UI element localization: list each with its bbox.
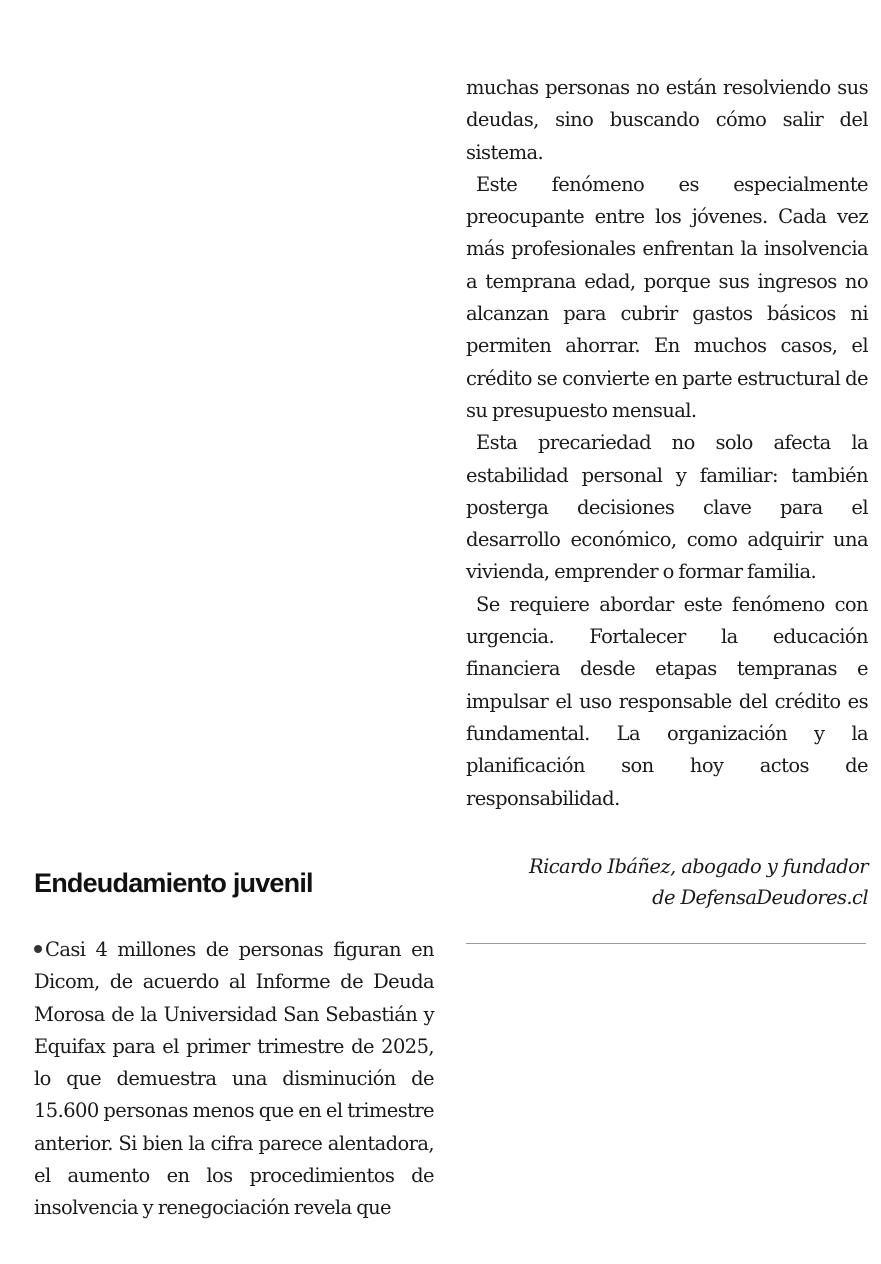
letter-column (34, 866, 434, 1225)
author-signature (466, 851, 868, 913)
body-paragraph: Esta precariedad no solo afecta la estabilidad personal y familiar: también posterga decisiones clave para el desarrollo económico, como adquirir una vivienda, emprender o formar familia. (466, 431, 868, 584)
body-paragraph: Se requiere abordar este fenómeno con urgencia. Fortalecer la educación financiera desde etapas tempranas e impulsar el uso responsable del crédito es fundamental. La organización y la planificación son hoy actos de responsabilidad. (466, 592, 868, 810)
letter-continuation-column (466, 72, 868, 944)
letter-body (34, 934, 434, 1225)
body-paragraph: Este fenómeno es especialmente preocupante entre los jóvenes. Cada vez más profesionales enfrentan la insolvencia a temprana edad, porque sus ingresos no alcanzan para cubrir gastos básicos ni permiten ahorrar. En muchos casos, el crédito se convierte en parte estructural de su presupuesto mensual. (466, 172, 868, 422)
letter-body-text: Casi 4 millones de personas figuran en Dicom, de acuerdo al Informe de Deuda Morosa de la Universidad San Sebastián y Equifax para el primer trimestre de 2025, lo que demuestra una disminución de 15.600 personas menos que en el trimestre anterior. Si bien la cifra parece alentadora, el aumento en los procedimientos de insolvencia y renegociación revela que (34, 938, 434, 1220)
signature-line: de DefensaDeudores.cl (652, 885, 868, 909)
letter-headline: Endeudamiento juvenil (34, 868, 313, 898)
bullet-icon (34, 945, 42, 953)
signature-line: Ricardo Ibáñez, abogado y fundador (529, 854, 868, 878)
section-divider (466, 943, 866, 944)
body-paragraph: muchas personas no están resolviendo sus deudas, sino buscando cómo salir del sistema. (466, 76, 868, 164)
